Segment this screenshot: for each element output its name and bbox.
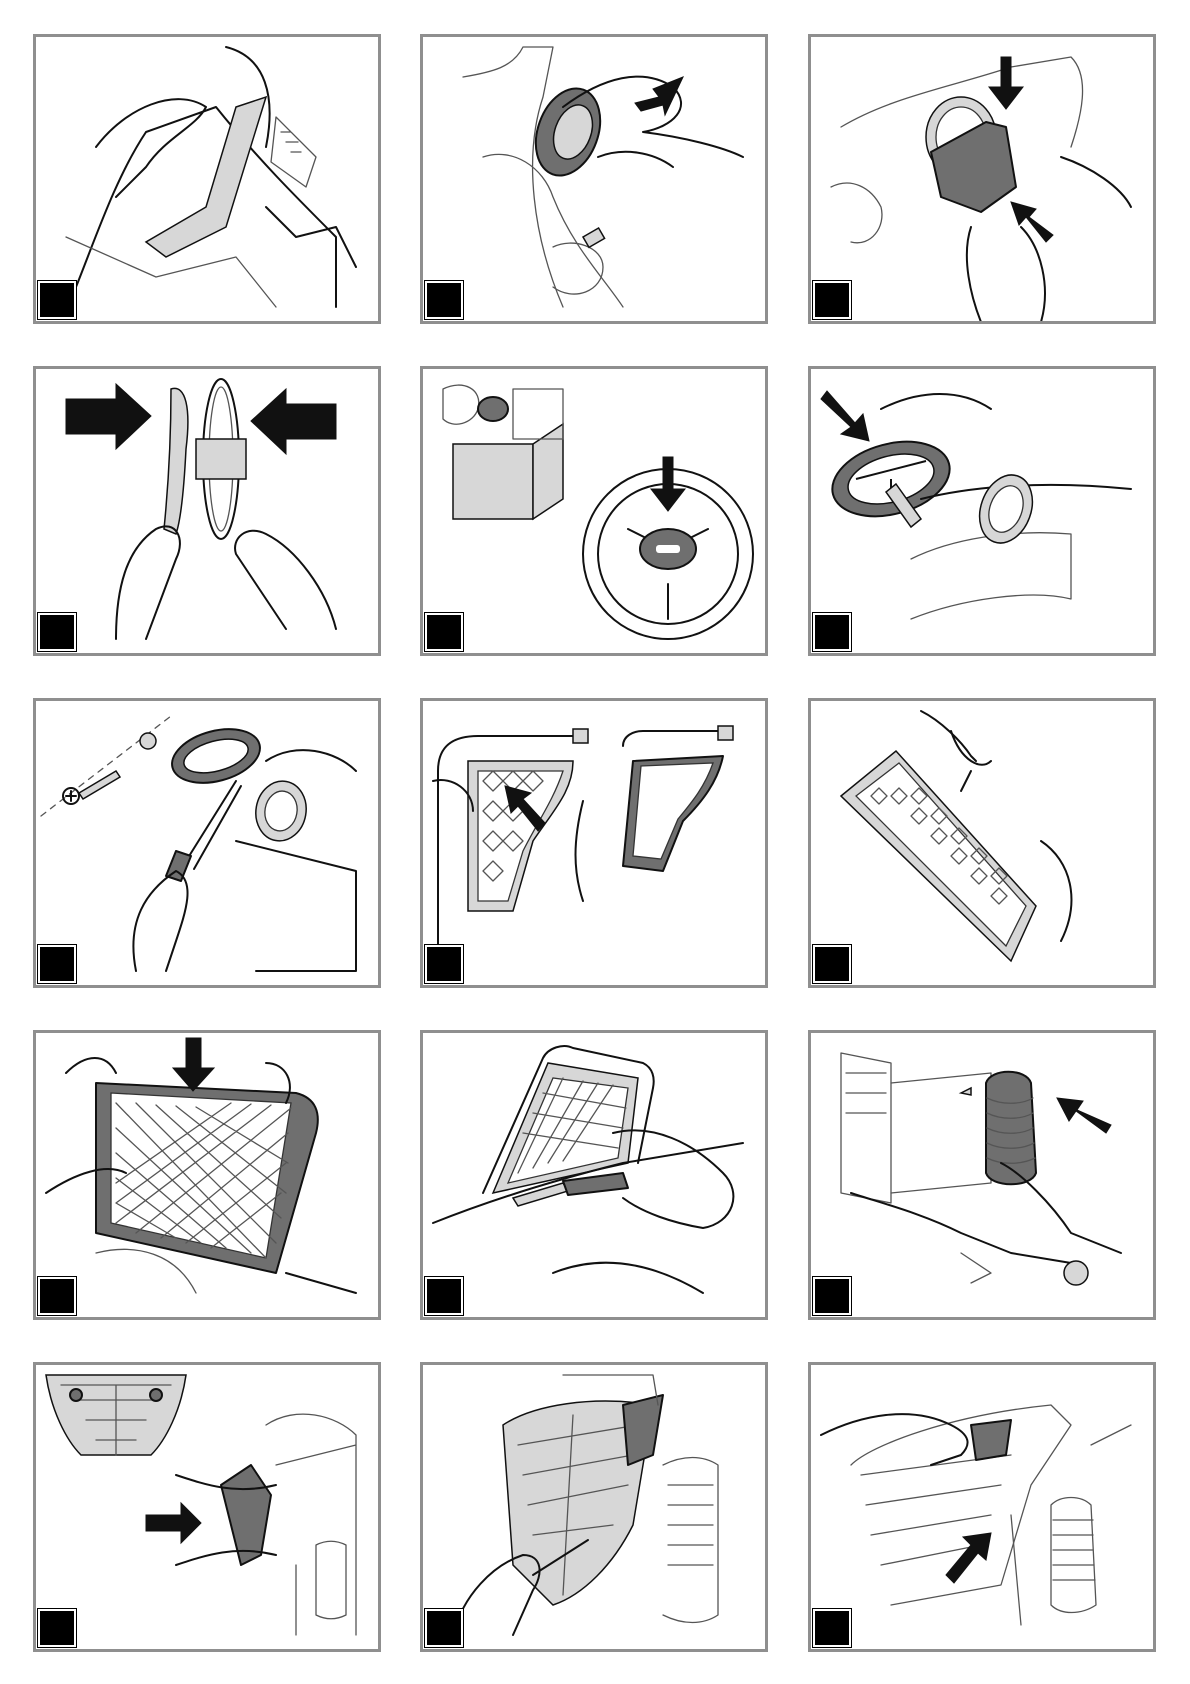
step-marker: [38, 281, 76, 319]
windshield-mesh-icon: [36, 1033, 378, 1317]
ignition-cover-icon: [423, 37, 765, 321]
mesh-screw-icon: [811, 701, 1153, 985]
step-marker: [813, 945, 851, 983]
suspension-boot-icon: [811, 1033, 1153, 1317]
step-marker: [38, 613, 76, 651]
step-marker: [425, 613, 463, 651]
step-panel-14: [420, 1362, 768, 1652]
steering-wheel-halves-icon: [36, 369, 378, 653]
step-panel-13: [33, 1362, 381, 1652]
step-marker: [425, 281, 463, 319]
screwdriver-icon: [423, 1033, 765, 1317]
step-panel-3: [808, 34, 1156, 324]
step-panel-8: [420, 698, 768, 988]
step-panel-5: [420, 366, 768, 656]
front-grille-icon: [36, 1365, 378, 1649]
step-marker: [38, 1277, 76, 1315]
step-marker: [38, 945, 76, 983]
screw-bolt-icon: [36, 701, 378, 985]
step-marker: [425, 1609, 463, 1647]
headlight-cover-icon: [811, 1365, 1153, 1649]
side-mesh-icon: [423, 701, 765, 985]
step-panel-7: [33, 698, 381, 988]
step-marker: [425, 1277, 463, 1315]
steering-wheel-mount-icon: [811, 369, 1153, 653]
step-marker: [38, 1609, 76, 1647]
grille-screw-icon: [423, 1365, 765, 1649]
step-panel-9: [808, 698, 1156, 988]
dashboard-bracket-icon: [811, 37, 1153, 321]
step-panel-6: [808, 366, 1156, 656]
step-panel-10: [33, 1030, 381, 1320]
step-marker: [813, 613, 851, 651]
step-panel-2: [420, 34, 768, 324]
step-panel-15: [808, 1362, 1156, 1652]
step-marker: [813, 1277, 851, 1315]
step-panel-4: [33, 366, 381, 656]
step-panel-12: [808, 1030, 1156, 1320]
seat-belt-icon: [36, 37, 378, 321]
step-marker: [425, 945, 463, 983]
parts-box-icon: [423, 369, 765, 653]
step-marker: [813, 281, 851, 319]
step-marker: [813, 1609, 851, 1647]
step-panel-1: [33, 34, 381, 324]
step-panel-11: [420, 1030, 768, 1320]
